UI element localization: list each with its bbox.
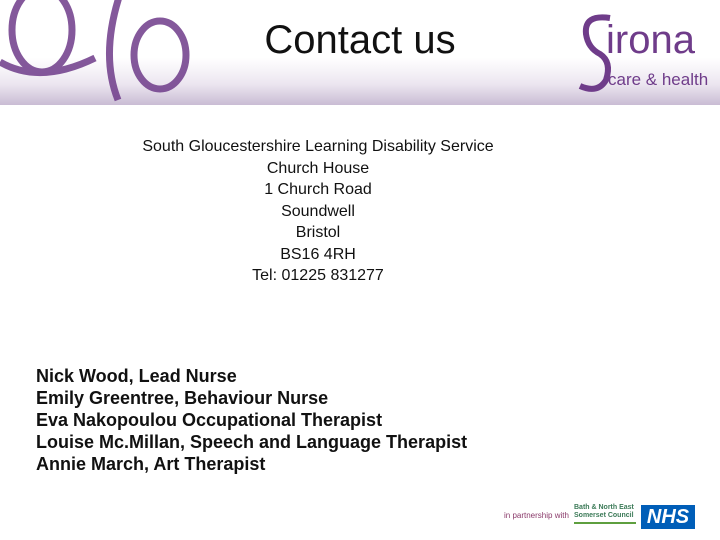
address-line-postcode: BS16 4RH bbox=[280, 245, 356, 263]
address-line-building: Church House bbox=[266, 159, 370, 177]
address-line-street: 1 Church Road bbox=[264, 181, 372, 198]
staff-list bbox=[36, 365, 556, 475]
address-line-city: Bristol bbox=[295, 224, 341, 241]
staff-item: Nick Wood, Lead Nurse bbox=[36, 366, 237, 386]
staff-item: Emily Greentree, Behaviour Nurse bbox=[36, 388, 329, 408]
address-line-service: South Gloucestershire Learning Disability Service bbox=[142, 138, 494, 155]
address-block bbox=[100, 136, 536, 287]
header-banner bbox=[0, 0, 720, 105]
partnership-text: in partnership with bbox=[504, 511, 569, 520]
council-logo-bar bbox=[574, 522, 636, 524]
nhs-logo: NHS bbox=[641, 505, 695, 529]
logo-wordmark: irona bbox=[606, 18, 695, 62]
staff-item: Annie March, Art Therapist bbox=[36, 454, 266, 474]
council-name-line2: Somerset Council bbox=[574, 512, 634, 519]
address-line-area: Soundwell bbox=[281, 202, 355, 220]
staff-item: Louise Mc.Millan, Speech and Language Therapist bbox=[36, 432, 468, 452]
address-line-phone: Tel: 01225 831277 bbox=[252, 267, 384, 284]
logo-tagline: care & health bbox=[608, 70, 709, 89]
sirona-logo bbox=[576, 10, 716, 96]
staff-item: Eva Nakopoulou Occupational Therapist bbox=[36, 410, 383, 430]
council-logo bbox=[574, 504, 636, 528]
page-title: Contact us bbox=[264, 18, 456, 62]
council-name-line1: Bath & North East bbox=[574, 504, 634, 511]
